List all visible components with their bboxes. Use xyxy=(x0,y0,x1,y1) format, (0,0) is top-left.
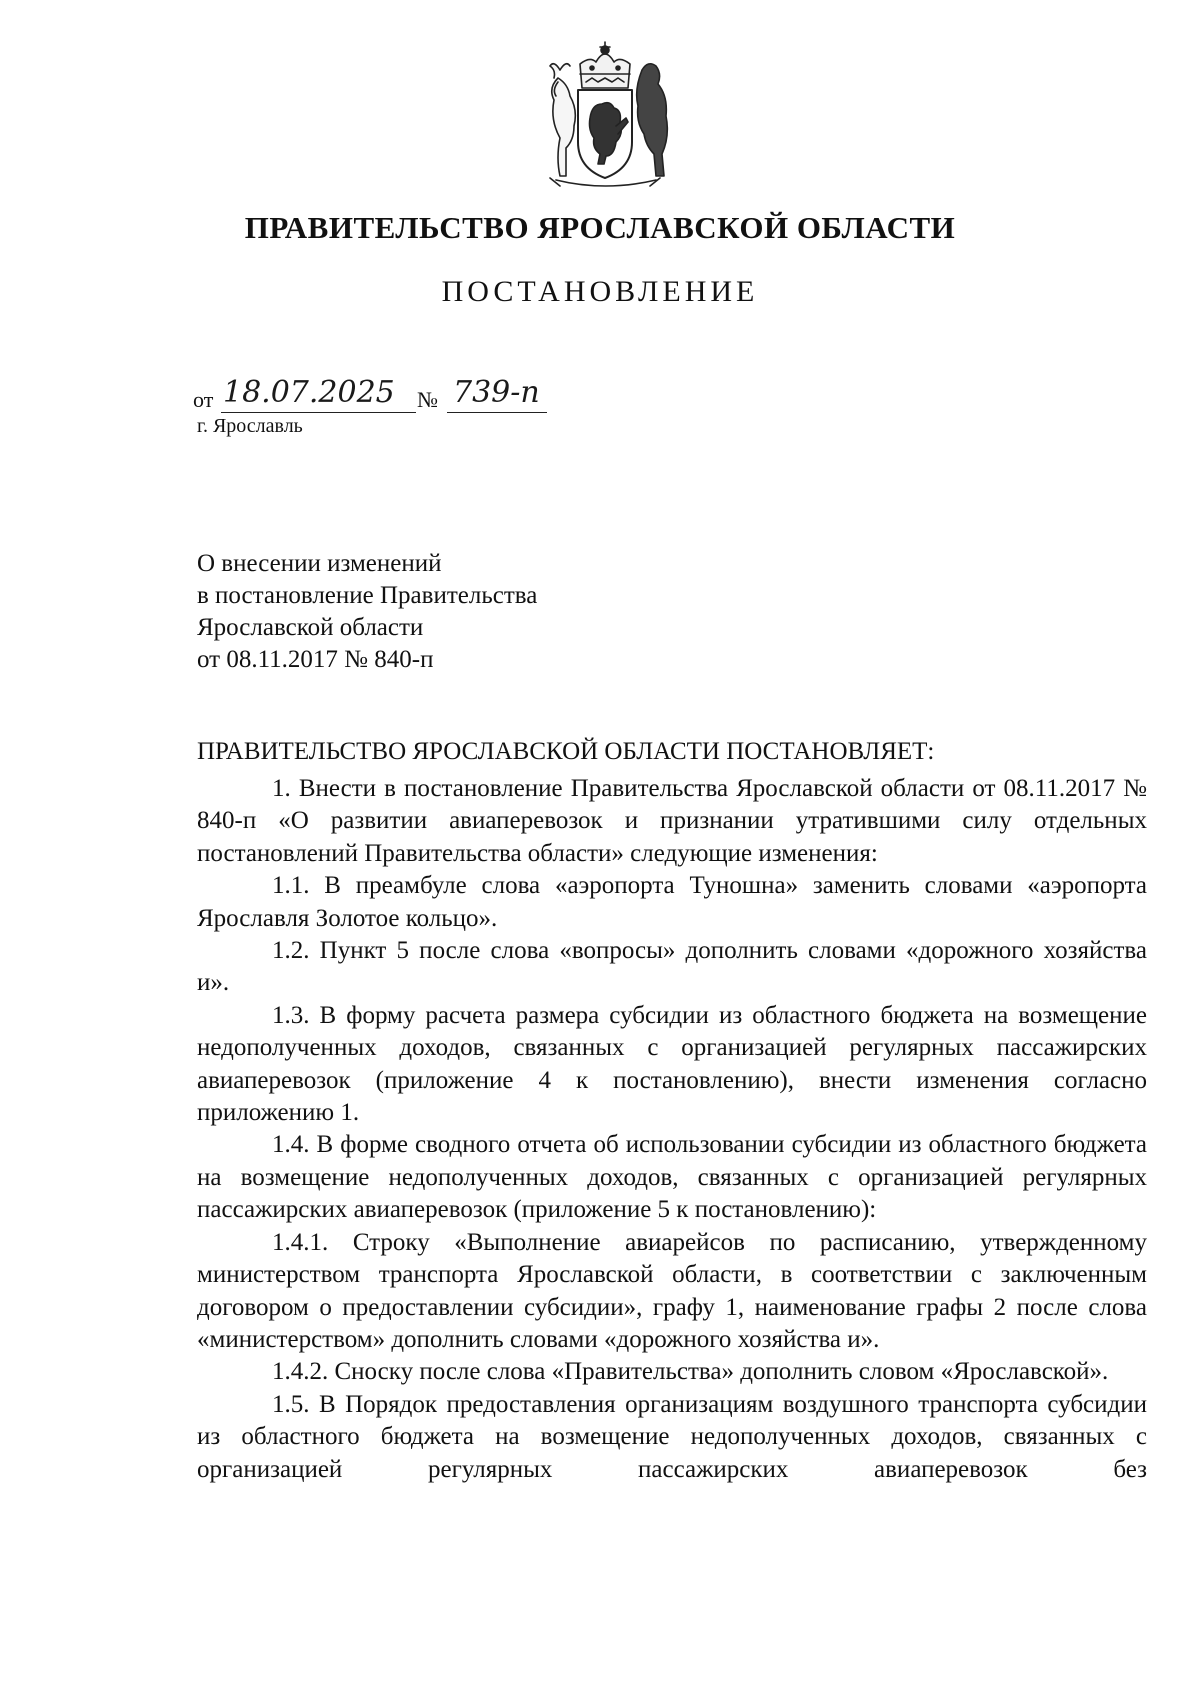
paragraph-1-4: 1.4. В форме сводного отчета об использовании субсидии из областного бюджета на возмещение недополученных доходов, связанных с организацией регулярных пассажирских авиаперевозок (приложение 5 к постановлению): xyxy=(197,1131,1147,1224)
paragraph-1-1: 1.1. В преамбуле слова «аэропорта Туношна» заменить словами «аэропорта Ярославля Золотое кольцо». xyxy=(197,872,1147,932)
date-underline xyxy=(221,412,416,413)
city: г. Ярославль xyxy=(197,415,303,437)
yaroslavl-coat-of-arms-icon xyxy=(530,30,680,200)
number-underline xyxy=(447,412,547,413)
handwritten-date: 18.07.2025 xyxy=(223,375,395,410)
date-prefix: от xyxy=(193,387,214,412)
paragraph-1-5: 1.5. В Порядок предоставления организациям воздушного транспорта субсидии из областного бюджета на возмещение недополученных доходов, связанных с организацией регулярных пассажирских авиаперевозок без xyxy=(197,1390,1147,1483)
paragraph-1-2: 1.2. Пункт 5 после слова «вопросы» дополнить словами «дорожного хозяйства и». xyxy=(197,937,1147,997)
organization-title: ПРАВИТЕЛЬСТВО ЯРОСЛАВСКОЙ ОБЛАСТИ xyxy=(244,210,956,245)
subject-line: Ярославской области xyxy=(197,614,424,641)
number-prefix: № xyxy=(417,387,438,412)
paragraph-1-3: 1.3. В форму расчета размера субсидии из областного бюджета на возмещение недополученных доходов, связанных с организацией регулярных пассажирских авиаперевозок (приложение 4 к постановлению), внести изменения согласно приложению 1. xyxy=(197,1001,1147,1127)
paragraph-1-4-1: 1.4.1. Строку «Выполнение авиарейсов по расписанию, утвержденному министерством транспорта Ярославской области, в соответствии с заключенным договором о предоставлении субсидии», графу 1, наименование графы 2 после слова «министерством» дополнить словами «дорожного хозяйства и». xyxy=(197,1228,1147,1353)
subject-line: в постановление Правительства xyxy=(197,582,538,609)
document-type: ПОСТАНОВЛЕНИЕ xyxy=(441,275,759,308)
subject-line: О внесении изменений xyxy=(197,550,442,577)
paragraph-1-4-2: 1.4.2. Сноску после слова «Правительства» дополнить словом «Ярославской». xyxy=(272,1358,1109,1386)
subject-line: от 08.11.2017 № 840-п xyxy=(197,646,434,673)
paragraph-1: 1. Внести в постановление Правительства Ярославской области от 08.11.2017 № 840-п «О развитии авиаперевозок и признании утратившими силу отдельных постановлений Правительства области» следующие изменения: xyxy=(197,775,1147,867)
document-subject xyxy=(197,548,537,676)
handwritten-number: 739-п xyxy=(453,375,540,410)
document-body xyxy=(197,773,1147,1486)
decree-heading: ПРАВИТЕЛЬСТВО ЯРОСЛАВСКОЙ ОБЛАСТИ ПОСТАНОВЛЯЕТ: xyxy=(197,738,935,765)
